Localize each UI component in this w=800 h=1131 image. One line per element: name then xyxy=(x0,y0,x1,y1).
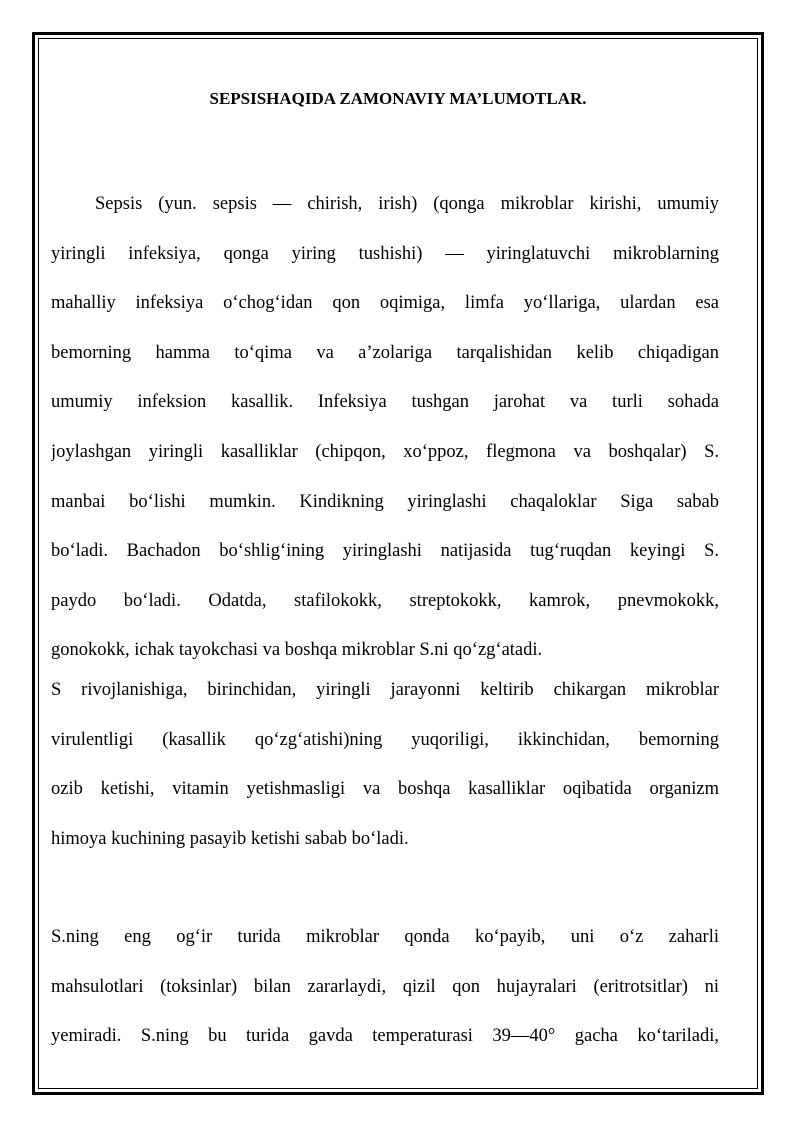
paragraph-1 xyxy=(51,180,719,676)
paragraph-1-line: paydo bo‘ladi. Odatda, stafilokokk, streptokokk, kamrok, pnevmokokk, xyxy=(51,590,719,611)
paragraph-2 xyxy=(51,666,719,864)
page-border-inner xyxy=(38,38,758,1089)
paragraph-1-line: yiringli infeksiya, qonga yiring tushishi) — yiringlatuvchi mikroblarning xyxy=(51,243,719,264)
paragraph-3-line: S.ning eng og‘ir turida mikroblar qonda ko‘payib, uni o‘z zaharli xyxy=(51,927,719,947)
paragraph-1-line: joylashgan yiringli kasalliklar (chipqon, xo‘ppoz, flegmona va boshqalar) S. xyxy=(51,441,719,462)
paragraph-3 xyxy=(51,913,719,1062)
paragraph-1-line: Sepsis (yun. sepsis — chirish, irish) (qonga mikroblar kirishi, umumiy xyxy=(95,194,719,214)
paragraph-1-line: gonokokk, ichak tayokchasi va boshqa mikroblar S.ni qo‘zg‘atadi. xyxy=(51,640,543,661)
paragraph-1-line: bo‘ladi. Bachadon bo‘shlig‘ining yiringlashi natijasida tug‘ruqdan keyingi S. xyxy=(51,541,719,562)
paragraph-3-line: yemiradi. S.ning bu turida gavda temperaturasi 39—40° gacha ko‘tariladi, xyxy=(51,1026,719,1047)
paragraph-2-line: S rivojlanishiga, birinchidan, yiringli jarayonni keltirib chikargan mikroblar xyxy=(51,680,719,700)
document-title: SEPSISHAQIDA ZAMONAVIY MA’LUMOTLAR. xyxy=(209,89,587,108)
paragraph-1-line: manbai bo‘lishi mumkin. Kindikning yiringlashi chaqaloklar Siga sabab xyxy=(51,491,719,512)
paragraph-2-line: ozib ketishi, vitamin yetishmasligi va boshqa kasalliklar oqibatida organizm xyxy=(51,779,719,800)
paragraph-1-line: bemorning hamma to‘qima va a’zolariga tarqalishidan kelib chiqadigan xyxy=(51,342,719,363)
paragraph-2-line: virulentligi (kasallik qo‘zg‘atishi)ning yuqoriligi, ikkinchidan, bemorning xyxy=(51,729,719,750)
paragraph-1-line: umumiy infeksion kasallik. Infeksiya tushgan jarohat va turli sohada xyxy=(51,392,719,413)
paragraph-2-line: himoya kuchining pasayib ketishi sabab bo‘ladi. xyxy=(51,828,409,849)
paragraph-3-line: mahsulotlari (toksinlar) bilan zararlaydi, qizil qon hujayralari (eritrotsitlar) ni xyxy=(51,976,719,997)
paragraph-1-line: mahalliy infeksiya o‘chog‘idan qon oqimiga, limfa yo‘llariga, ulardan esa xyxy=(51,293,719,314)
page-border xyxy=(32,32,764,1095)
